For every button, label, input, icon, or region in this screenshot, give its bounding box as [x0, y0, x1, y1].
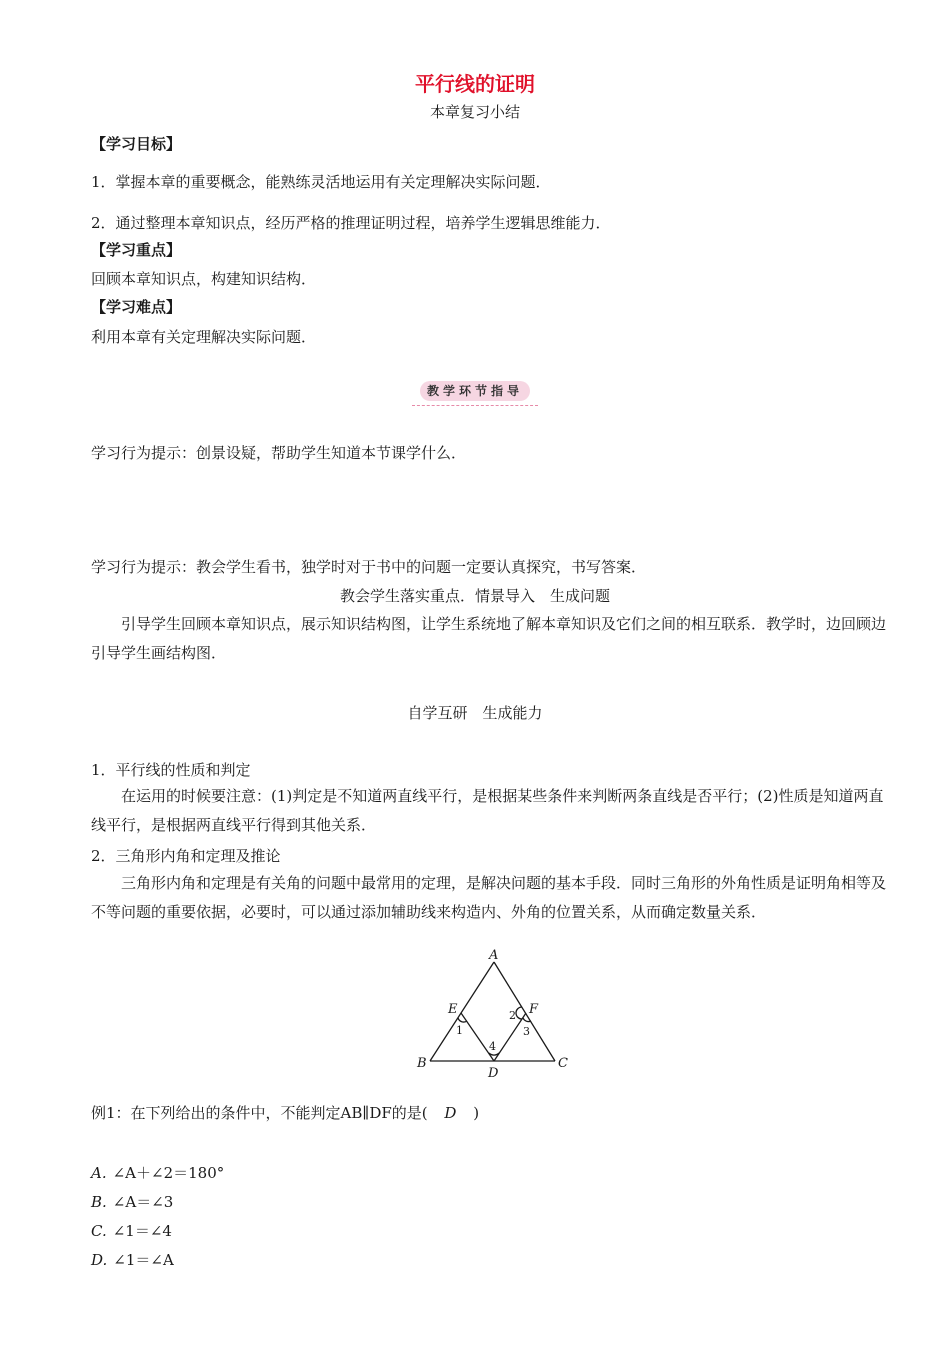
section-banner: [412, 378, 538, 408]
example-1-prompt: 例1：在下列给出的条件中，不能判定AB∥DF的是(: [91, 1104, 428, 1122]
angle-3-label: 3: [523, 1025, 530, 1038]
difficulty-text: 利用本章有关定理解决实际问题．: [91, 328, 317, 346]
label-e: E: [448, 1002, 458, 1017]
section-1-text: 引导学生回顾本章知识点，展示知识结构图，让学生系统地了解本章知识及它们之间的相互联系．教学时，边回顾边引导学生画结构图．: [91, 615, 887, 662]
label-a: A: [489, 948, 499, 963]
option-a-letter: A.: [91, 1164, 107, 1182]
objective-1: 1．掌握本章的重要概念，能熟练灵活地运用有关定理解决实际问题．: [91, 173, 551, 191]
page-subtitle: 本章复习小结: [429, 103, 520, 121]
option-c: [91, 1220, 172, 1241]
key-points-heading: 【学习重点】: [91, 241, 182, 259]
label-b: B: [417, 1056, 427, 1071]
triangle-figure: [400, 945, 580, 1080]
label-d: D: [488, 1066, 499, 1080]
banner-underline: [412, 405, 538, 406]
objectives-heading: 【学习目标】: [91, 135, 182, 153]
page-title: 平行线的证明: [415, 72, 535, 96]
item-1-text: 在运用的时候要注意：(1)判定是不知道两直线平行，是根据某些条件来判断两条直线是否平行；(2)性质是知道两直线平行，是根据两直线平行得到其他关系．: [91, 787, 884, 834]
angle-4-arc: [489, 1053, 499, 1055]
hint-1: 学习行为提示：创景设疑，帮助学生知道本节课学什么．: [91, 444, 467, 462]
objective-2: 2．通过整理本章知识点，经历严格的推理证明过程，培养学生逻辑思维能力．: [91, 214, 611, 232]
option-a: [91, 1162, 224, 1183]
option-a-text: ∠A＋∠2＝180°: [112, 1164, 225, 1182]
example-1-close: ): [473, 1104, 480, 1122]
example-1-answer: D: [444, 1104, 457, 1122]
option-d-letter: D.: [91, 1251, 108, 1269]
item-2-heading: 2．三角形内角和定理及推论: [91, 847, 281, 865]
angle-2-arc: [516, 1007, 522, 1019]
option-d: [91, 1249, 174, 1270]
option-c-text: ∠1＝∠4: [112, 1222, 172, 1240]
option-c-letter: C.: [91, 1222, 107, 1240]
option-d-text: ∠1＝∠A: [113, 1251, 174, 1269]
hint-2: 学习行为提示：教会学生看书，独学时对于书中的问题一定要认真探究，书写答案．: [91, 558, 647, 576]
angle-1-label: 1: [456, 1024, 463, 1037]
option-b: [91, 1191, 173, 1212]
angle-2-label: 2: [509, 1009, 516, 1022]
label-c: C: [558, 1056, 568, 1071]
angle-4-label: 4: [489, 1040, 496, 1053]
section-1-heading: 教会学生落实重点．情景导入 生成问题: [339, 587, 610, 605]
example-1-question: [91, 1102, 479, 1123]
label-f: F: [529, 1002, 539, 1017]
difficulty-heading: 【学习难点】: [91, 298, 182, 316]
item-1-heading: 1．平行线的性质和判定: [91, 761, 251, 779]
item-2-text: 三角形内角和定理是有关角的问题中最常用的定理，是解决问题的基本手段．同时三角形的外角性质是证明角相等及不等问题的重要依据，必要时，可以通过添加辅助线来构造内、外角的位置关系，从而确定数量关系．: [91, 874, 887, 921]
option-b-letter: B.: [91, 1193, 107, 1211]
banner-text: 教学环节指导: [426, 384, 523, 398]
section-2-heading: 自学互研 生成能力: [407, 704, 543, 722]
option-b-text: ∠A＝∠3: [112, 1193, 174, 1211]
key-points-text: 回顾本章知识点，构建知识结构．: [91, 270, 317, 288]
